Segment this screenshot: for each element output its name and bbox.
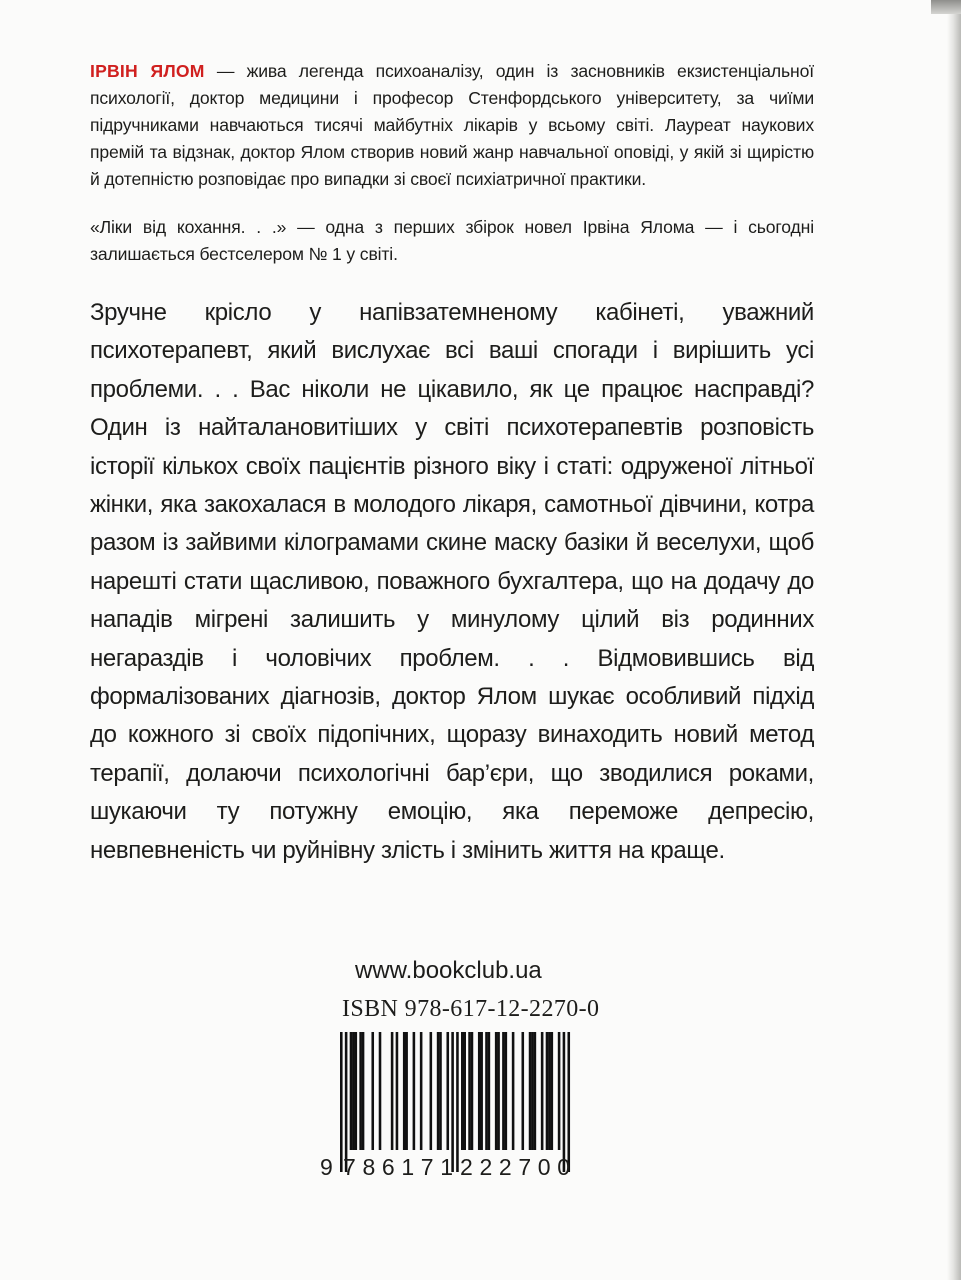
barcode-bar — [463, 1032, 466, 1150]
barcode-bar — [485, 1032, 488, 1150]
isbn-label: ISBN 978-617-12-2270-0 — [342, 996, 600, 1022]
barcode-bar — [355, 1032, 358, 1150]
publisher-block — [318, 956, 600, 1188]
barcode-bar — [471, 1032, 474, 1150]
barcode-bar — [480, 1032, 483, 1150]
barcode-bar — [456, 1032, 459, 1172]
cover-corner-shadow — [931, 0, 961, 14]
barcode-bar — [413, 1032, 416, 1150]
barcode-bar — [359, 1032, 362, 1150]
barcode-bar — [567, 1032, 570, 1172]
barcode-bar — [468, 1032, 471, 1150]
barcode-bar — [405, 1032, 408, 1150]
barcode-bar — [350, 1032, 353, 1150]
author-name: ІРВІН ЯЛОМ — [90, 61, 205, 81]
barcode-bar — [461, 1032, 464, 1150]
barcode-bar — [522, 1032, 525, 1150]
barcode-bar — [403, 1032, 406, 1150]
cover-edge-shadow — [947, 0, 961, 1280]
barcode — [318, 1032, 590, 1180]
barcode-right-digits: 222700 — [460, 1154, 570, 1180]
barcode-bar — [558, 1032, 561, 1150]
author-bio-text: — жива легенда психоаналізу, один із засновників екзистенціальної психології, доктор медицини і професор Стенфордського університету, за чиїми підручниками навчаються тисячі майбутніх лікарів у всьому світі. Лауреат наукових премій та відзнак, доктор Ялом створив новий жанр навчальної оповіді, у якій зі щирістю й дотепністю розповідає про випадки зі своєї психіатричної практики. — [90, 61, 814, 189]
barcode-bar — [531, 1032, 534, 1150]
barcode-bar — [497, 1032, 500, 1150]
barcode-bar — [420, 1032, 423, 1150]
barcode-left-digits: 786171 — [343, 1154, 453, 1180]
publisher-website: www.bookclub.ua — [355, 957, 542, 984]
barcode-bar — [345, 1032, 348, 1172]
barcode-bars — [340, 1032, 570, 1172]
barcode-bar — [529, 1032, 532, 1150]
barcode-bar — [548, 1032, 551, 1150]
barcode-bar — [551, 1032, 554, 1150]
barcode-bar — [478, 1032, 481, 1150]
barcode-bar — [512, 1032, 515, 1150]
barcode-bar — [563, 1032, 566, 1172]
barcode-bar — [430, 1032, 433, 1150]
barcode-bar — [362, 1032, 365, 1150]
barcode-bar — [505, 1032, 508, 1150]
barcode-bar — [371, 1032, 374, 1150]
barcode-bar — [379, 1032, 382, 1150]
book-note: «Ліки від кохання. . .» — одна з перших збірок новел Ірвіна Ялома — і сьогодні залишається бестселером № 1 у світі. — [90, 217, 814, 264]
barcode-bar — [396, 1032, 399, 1150]
barcode-bar — [437, 1032, 440, 1150]
blurb: Зручне крісло у напівзатемненому кабінеті, уважний психотерапевт, який вислухає всі ваші спогади і вирішить усі проблеми. . . Вас ніколи не цікавило, як це працює насправді? Один із найталановитіших у світі психотерапевтів розповість історії кількох своїх пацієнтів різного віку і статі: одруженої літньої жінки, яка закохалася в молодого лікаря, самотньої дівчини, котра разом із зайвими кілограмами скине маску базіки й веселухи, щоб нарешті стати щасливою, поважного бухгалтера, що на додачу до нападів мігрені залишить у минулому цілий віз родинних негараздів і чоловічих проблем. . . Відмовившись від формалізованих діагнозів, доктор Ялом шукає особливий підхід до кожного зі своїх підопічних, щоразу винаходить новий метод терапії, долаючи психологічні бар’єри, що зводилися роками, шукаючи ту потужну емоцію, яка переможе депресію, невпевненість чи руйнівну злість і змінить життя на краще. — [90, 299, 814, 864]
author-bio — [90, 58, 814, 193]
barcode-bar — [546, 1032, 549, 1150]
barcode-bar — [340, 1032, 343, 1172]
barcode-bar — [352, 1032, 355, 1150]
barcode-bar — [541, 1032, 544, 1150]
barcode-bar — [446, 1032, 449, 1150]
barcode-bar — [451, 1032, 454, 1172]
barcode-bar — [534, 1032, 537, 1150]
barcode-bar — [439, 1032, 442, 1150]
barcode-bar — [495, 1032, 498, 1150]
barcode-bar — [502, 1032, 505, 1150]
barcode-first-digit: 9 — [320, 1154, 333, 1180]
barcode-bar — [391, 1032, 394, 1150]
barcode-bar — [488, 1032, 491, 1150]
